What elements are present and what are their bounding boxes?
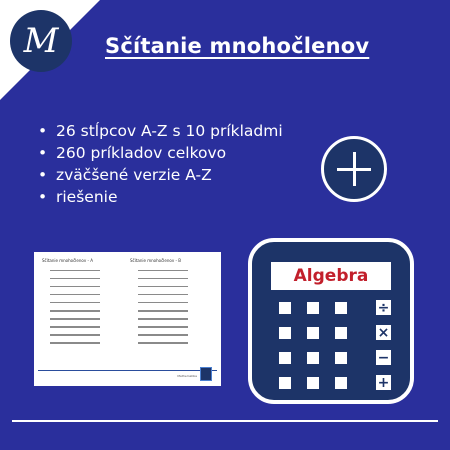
minus-icon: − <box>377 349 390 366</box>
calculator-key <box>335 352 347 364</box>
calculator-screen <box>271 262 391 290</box>
list-item: • 26 stĺpcov A-Z s 10 príkladmi <box>34 120 294 142</box>
logo-letter: M <box>23 21 59 61</box>
calculator-key <box>307 327 319 339</box>
list-item: • 260 príkladov celkovo <box>34 142 294 164</box>
page-title: Sčítanie mnohočlenov <box>105 34 370 58</box>
calculator-key <box>307 302 319 314</box>
feature-list <box>34 120 294 208</box>
bottom-divider <box>12 420 438 422</box>
list-item: • zväčšené verzie A-Z <box>34 164 294 186</box>
calculator-icon <box>248 238 414 404</box>
logo-badge <box>10 10 72 72</box>
preview-column-a <box>42 258 122 344</box>
preview-footer-text: Mathematika <box>177 374 197 378</box>
calculator-screen-label: Algebra <box>293 266 369 286</box>
preview-footer-rule <box>38 370 217 371</box>
plus-icon <box>321 136 387 202</box>
worksheet-preview <box>34 252 221 386</box>
calculator-key <box>335 302 347 314</box>
calculator-key <box>335 327 347 339</box>
multiply-icon: × <box>377 324 390 341</box>
calculator-key <box>279 302 291 314</box>
calculator-key <box>279 352 291 364</box>
calculator-key <box>335 377 347 389</box>
preview-heading-b: Sčítanie mnohočlenov - B <box>130 258 181 263</box>
calculator-key <box>279 327 291 339</box>
calculator-key <box>279 377 291 389</box>
preview-heading-a: Sčítanie mnohočlenov - A <box>42 258 93 263</box>
divide-icon: ÷ <box>377 299 390 316</box>
list-item: • riešenie <box>34 186 294 208</box>
calculator-key <box>307 352 319 364</box>
add-icon: + <box>377 374 390 391</box>
calculator-key <box>307 377 319 389</box>
preview-column-b <box>130 258 210 344</box>
preview-calculator-icon <box>200 367 212 381</box>
